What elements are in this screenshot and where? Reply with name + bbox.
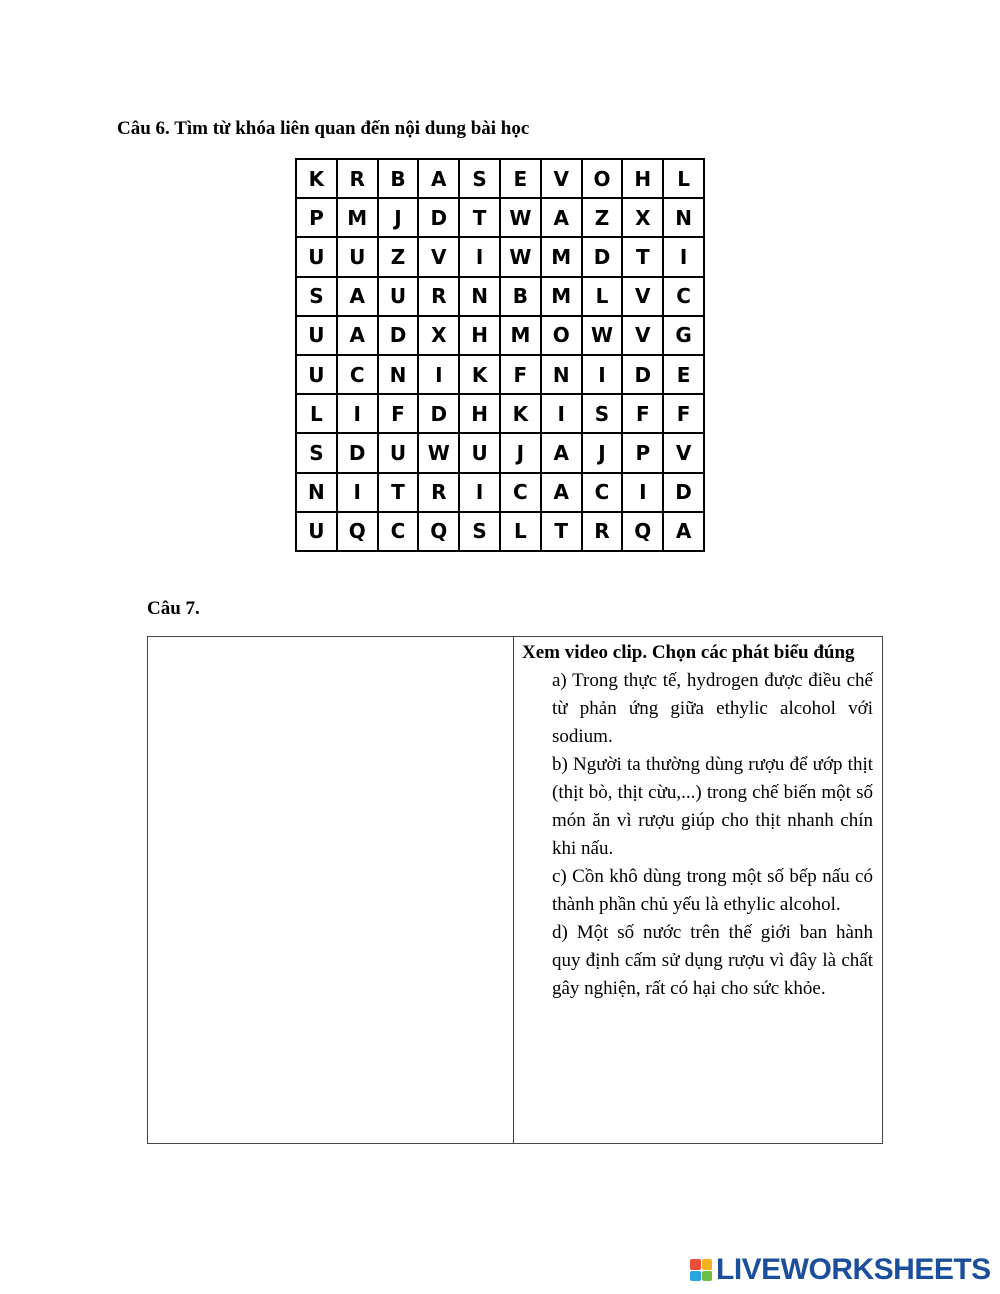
statement-b: b) Người ta thường dùng rượu để ướp thịt (thịt bò, thịt cừu,...) trong chế biến một số món ăn vì rượu giúp cho thịt nhanh chín khi nấu. <box>552 754 873 859</box>
grid-cell[interactable]: D <box>338 434 379 473</box>
word-search-grid <box>295 158 705 552</box>
grid-cell[interactable]: J <box>501 434 542 473</box>
grid-cell[interactable]: F <box>501 356 542 395</box>
grid-cell[interactable]: S <box>460 160 501 199</box>
grid-cell[interactable]: L <box>297 395 338 434</box>
grid-cell[interactable]: L <box>664 160 705 199</box>
grid-cell[interactable]: K <box>460 356 501 395</box>
grid-cell[interactable]: I <box>623 474 664 513</box>
grid-cell[interactable]: C <box>501 474 542 513</box>
grid-cell[interactable]: I <box>419 356 460 395</box>
grid-cell[interactable]: N <box>542 356 583 395</box>
grid-cell[interactable]: T <box>542 513 583 552</box>
grid-cell[interactable]: V <box>623 317 664 356</box>
grid-cell[interactable]: Q <box>338 513 379 552</box>
grid-cell[interactable]: C <box>664 278 705 317</box>
grid-cell[interactable]: D <box>583 238 624 277</box>
grid-cell[interactable]: U <box>297 238 338 277</box>
grid-cell[interactable]: F <box>623 395 664 434</box>
grid-cell[interactable]: A <box>338 278 379 317</box>
grid-cell[interactable]: I <box>542 395 583 434</box>
grid-cell[interactable]: M <box>501 317 542 356</box>
grid-cell[interactable]: V <box>664 434 705 473</box>
logo-text: LIVEWORKSHEETS <box>716 1253 991 1286</box>
grid-cell[interactable]: D <box>623 356 664 395</box>
grid-cell[interactable]: D <box>664 474 705 513</box>
grid-cell[interactable]: G <box>664 317 705 356</box>
grid-cell[interactable]: S <box>583 395 624 434</box>
grid-cell[interactable]: Q <box>419 513 460 552</box>
grid-cell[interactable]: T <box>623 238 664 277</box>
grid-cell[interactable]: R <box>583 513 624 552</box>
grid-cell[interactable]: U <box>297 513 338 552</box>
grid-cell[interactable]: V <box>542 160 583 199</box>
grid-cell[interactable]: T <box>379 474 420 513</box>
grid-cell[interactable]: M <box>338 199 379 238</box>
grid-cell[interactable]: D <box>379 317 420 356</box>
grid-cell[interactable]: X <box>623 199 664 238</box>
question-7-title: Câu 7. <box>147 598 200 619</box>
grid-cell[interactable]: S <box>297 278 338 317</box>
grid-cell[interactable]: A <box>542 199 583 238</box>
question-6-title: Câu 6. Tìm từ khóa liên quan đến nội dung bài học <box>117 118 530 139</box>
grid-cell[interactable]: M <box>542 238 583 277</box>
grid-cell[interactable]: L <box>501 513 542 552</box>
grid-cell[interactable]: N <box>664 199 705 238</box>
grid-cell[interactable]: X <box>419 317 460 356</box>
grid-cell[interactable]: U <box>460 434 501 473</box>
grid-cell[interactable]: I <box>664 238 705 277</box>
grid-cell[interactable]: H <box>460 395 501 434</box>
grid-cell[interactable]: B <box>379 160 420 199</box>
grid-cell[interactable]: A <box>664 513 705 552</box>
grid-cell[interactable]: C <box>338 356 379 395</box>
question-7-table <box>147 636 883 1144</box>
grid-cell[interactable]: N <box>460 278 501 317</box>
statement-c: c) Cồn khô dùng trong một số bếp nấu có thành phần chủ yếu là ethylic alcohol. <box>552 866 873 915</box>
grid-cell[interactable]: I <box>460 474 501 513</box>
grid-cell[interactable]: A <box>419 160 460 199</box>
grid-cell[interactable]: V <box>419 238 460 277</box>
grid-cell[interactable]: J <box>379 199 420 238</box>
grid-cell[interactable]: R <box>419 278 460 317</box>
grid-cell[interactable]: U <box>379 278 420 317</box>
grid-cell[interactable]: U <box>338 238 379 277</box>
grid-cell[interactable]: P <box>623 434 664 473</box>
grid-cell[interactable]: M <box>542 278 583 317</box>
grid-cell[interactable]: K <box>297 160 338 199</box>
video-clip-area[interactable] <box>148 637 514 1143</box>
grid-cell[interactable]: J <box>583 434 624 473</box>
grid-cell[interactable]: D <box>419 395 460 434</box>
grid-cell[interactable]: A <box>542 434 583 473</box>
grid-cell[interactable]: W <box>419 434 460 473</box>
grid-cell[interactable]: V <box>623 278 664 317</box>
grid-cell[interactable]: E <box>501 160 542 199</box>
grid-cell[interactable]: U <box>297 356 338 395</box>
grid-cell[interactable]: K <box>501 395 542 434</box>
grid-cell[interactable]: I <box>338 395 379 434</box>
grid-cell[interactable]: P <box>297 199 338 238</box>
grid-cell[interactable]: N <box>379 356 420 395</box>
logo-square <box>690 1271 701 1282</box>
grid-cell[interactable]: Z <box>583 199 624 238</box>
grid-cell[interactable]: U <box>379 434 420 473</box>
grid-cell[interactable]: T <box>460 199 501 238</box>
grid-cell[interactable]: Z <box>379 238 420 277</box>
liveworksheets-logo[interactable] <box>690 1253 991 1287</box>
grid-cell[interactable]: S <box>297 434 338 473</box>
grid-cell[interactable]: H <box>460 317 501 356</box>
grid-cell[interactable]: W <box>501 199 542 238</box>
grid-cell[interactable]: R <box>338 160 379 199</box>
grid-cell[interactable]: E <box>664 356 705 395</box>
statement-a: a) Trong thực tế, hydrogen được điều chế từ phản ứng giữa ethylic alcohol với sodium. <box>552 670 873 747</box>
statements-panel <box>514 637 882 1143</box>
grid-cell[interactable]: F <box>379 395 420 434</box>
grid-cell[interactable]: W <box>501 238 542 277</box>
grid-cell[interactable]: C <box>583 474 624 513</box>
grid-cell[interactable]: R <box>419 474 460 513</box>
logo-square <box>690 1259 701 1270</box>
logo-square <box>702 1271 713 1282</box>
grid-cell[interactable]: F <box>664 395 705 434</box>
grid-cell[interactable]: N <box>297 474 338 513</box>
grid-cell[interactable]: I <box>338 474 379 513</box>
grid-cell[interactable]: H <box>623 160 664 199</box>
grid-cell[interactable]: D <box>419 199 460 238</box>
grid-cell[interactable]: Q <box>623 513 664 552</box>
grid-cell[interactable]: L <box>583 278 624 317</box>
grid-cell[interactable]: I <box>583 356 624 395</box>
liveworksheets-logo-icon <box>690 1259 712 1281</box>
grid-cell[interactable]: O <box>542 317 583 356</box>
grid-cell[interactable]: W <box>583 317 624 356</box>
instruction-text: Xem video clip. Chọn các phát biểu đúng <box>522 642 855 663</box>
statement-d: d) Một số nước trên thế giới ban hành quy định cấm sử dụng rượu vì đây là chất gây nghiện, rất có hại cho sức khỏe. <box>552 922 873 999</box>
grid-cell[interactable]: I <box>460 238 501 277</box>
logo-square <box>702 1259 713 1270</box>
grid-cell[interactable]: O <box>583 160 624 199</box>
grid-cell[interactable]: U <box>297 317 338 356</box>
grid-cell[interactable]: B <box>501 278 542 317</box>
grid-cell[interactable]: A <box>338 317 379 356</box>
grid-cell[interactable]: C <box>379 513 420 552</box>
grid-cell[interactable]: S <box>460 513 501 552</box>
grid-cell[interactable]: A <box>542 474 583 513</box>
